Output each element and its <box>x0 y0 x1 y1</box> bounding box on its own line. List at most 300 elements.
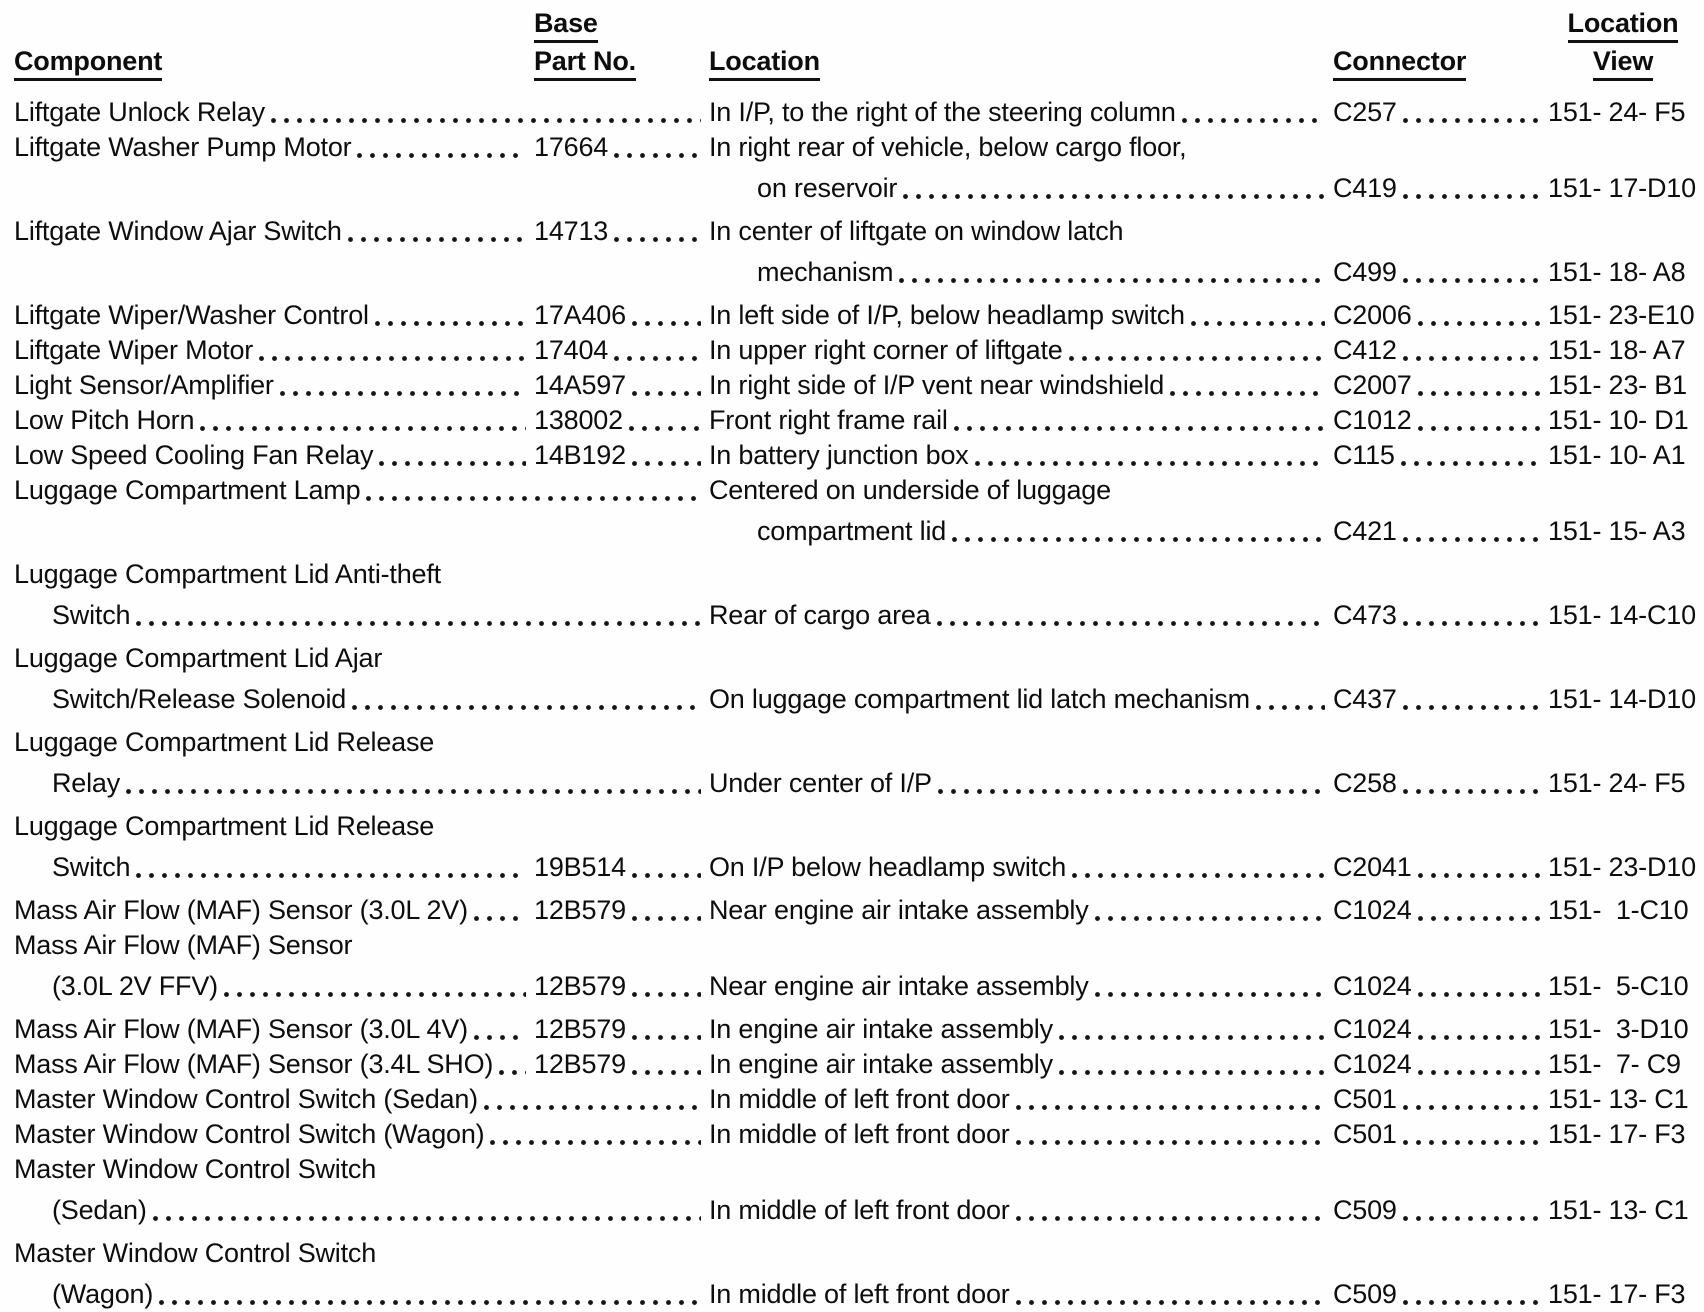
component-name: Master Window Control Switch (Sedan) <box>14 1084 478 1114</box>
component-name: Luggage Compartment Lid Anti-theft <box>14 559 441 589</box>
component-cell <box>14 1193 709 1228</box>
dot-leader <box>280 391 526 396</box>
component-cell <box>14 1082 709 1117</box>
location-text: on reservoir <box>757 173 898 203</box>
location-cell <box>709 130 1698 165</box>
component-cell <box>14 641 1698 676</box>
component-cell <box>14 809 1698 844</box>
component-name: Liftgate Wiper/Washer Control <box>14 300 369 330</box>
location-cell <box>709 1047 1333 1082</box>
connector-cell <box>1333 95 1548 130</box>
table-row <box>14 333 1698 368</box>
dot-leader <box>352 705 701 710</box>
dot-leader <box>259 356 526 361</box>
location-cell <box>709 514 1333 549</box>
component-name: Mass Air Flow (MAF) Sensor <box>14 930 353 960</box>
connector-cell <box>1333 1012 1548 1047</box>
connector-id: C509 <box>1333 1279 1397 1309</box>
location-text: compartment lid <box>757 516 947 546</box>
table-row <box>14 214 1698 290</box>
location-view-ref: 151- 23- B1 <box>1548 370 1687 400</box>
location-text: Centered on underside of luggage <box>709 475 1111 505</box>
dot-leader <box>1182 118 1325 123</box>
table-line <box>14 1236 1698 1271</box>
dot-leader <box>1403 1300 1540 1305</box>
table-line <box>14 766 1698 801</box>
component-cell <box>14 438 534 473</box>
connector-id: C501 <box>1333 1084 1397 1114</box>
table-line <box>14 1082 1698 1117</box>
dot-leader <box>474 1035 526 1040</box>
column-header-connector: Connector <box>1333 46 1466 81</box>
connector-cell <box>1333 514 1548 549</box>
dot-leader <box>153 1216 701 1221</box>
location-view-ref: 151- 14-C10 <box>1548 600 1696 630</box>
dot-leader <box>899 278 1325 283</box>
location-cell <box>709 598 1333 633</box>
dot-leader <box>1403 118 1540 123</box>
location-view-cell <box>1548 171 1698 206</box>
location-view-cell <box>1548 1082 1698 1117</box>
location-text: In engine air intake assembly <box>709 1014 1053 1044</box>
table-line <box>14 1277 1698 1312</box>
location-view-cell <box>1548 298 1698 333</box>
location-view-ref: 151- 23-E10 <box>1548 300 1695 330</box>
location-cell <box>709 368 1333 403</box>
table-row <box>14 1117 1698 1152</box>
column-header-part-no: Part No. <box>534 46 636 81</box>
component-cell <box>14 1117 709 1152</box>
component-name: Luggage Compartment Lamp <box>14 475 361 505</box>
base-part-no-header-cell <box>534 8 709 81</box>
table-line <box>14 368 1698 403</box>
dot-leader <box>632 992 701 997</box>
component-name: Switch <box>52 600 131 630</box>
table-row <box>14 473 1698 549</box>
component-name: Relay <box>52 768 121 798</box>
component-cell <box>14 725 1698 760</box>
part-number: 12B579 <box>534 971 626 1001</box>
table-line <box>14 557 1698 592</box>
dot-leader <box>1016 1300 1325 1305</box>
dot-leader <box>348 237 526 242</box>
dot-leader <box>614 356 701 361</box>
table-line <box>14 333 1698 368</box>
dot-leader <box>1403 1216 1540 1221</box>
location-view-cell <box>1548 333 1698 368</box>
dot-leader <box>1170 391 1325 396</box>
connector-id: C473 <box>1333 600 1397 630</box>
location-view-cell <box>1548 598 1698 633</box>
table-line <box>14 403 1698 438</box>
component-name: Liftgate Window Ajar Switch <box>14 216 342 246</box>
part-number: 17664 <box>534 132 609 162</box>
dot-leader <box>136 873 526 878</box>
table-line <box>14 1047 1698 1082</box>
dot-leader <box>937 621 1325 626</box>
component-name: Master Window Control Switch <box>14 1154 377 1184</box>
location-text: In battery junction box <box>709 440 969 470</box>
component-cell <box>14 298 534 333</box>
location-view-cell <box>1548 438 1698 473</box>
column-header-location: Location <box>709 46 820 81</box>
component-name: Master Window Control Switch <box>14 1238 377 1268</box>
location-view-ref: 151- 13- C1 <box>1548 1084 1689 1114</box>
component-cell <box>14 1152 1698 1187</box>
table-row <box>14 1047 1698 1082</box>
location-view-cell <box>1548 1193 1698 1228</box>
component-cell <box>14 557 1698 592</box>
table-header <box>14 8 1698 81</box>
dot-leader <box>1016 1216 1325 1221</box>
table-line <box>14 725 1698 760</box>
table-row <box>14 1236 1698 1312</box>
connector-id: C1024 <box>1333 895 1412 925</box>
dot-leader <box>1418 1070 1540 1075</box>
connector-id: C419 <box>1333 173 1397 203</box>
component-header-cell <box>14 46 534 81</box>
part-number: 138002 <box>534 405 623 435</box>
component-name: Switch/Release Solenoid <box>52 684 347 714</box>
component-name: Liftgate Unlock Relay <box>14 97 265 127</box>
location-view-ref: 151- 5-C10 <box>1548 971 1689 1001</box>
location-text: On I/P below headlamp switch <box>709 852 1067 882</box>
location-text: Front right frame rail <box>709 405 948 435</box>
component-name: Liftgate Wiper Motor <box>14 335 254 365</box>
connector-id: C115 <box>1333 440 1395 470</box>
dot-leader <box>159 1300 701 1305</box>
dot-leader <box>1418 391 1540 396</box>
dot-leader <box>1059 1070 1325 1075</box>
component-name: Mass Air Flow (MAF) Sensor (3.0L 2V) <box>14 895 468 925</box>
table-line <box>14 1117 1698 1152</box>
location-cell <box>709 214 1698 249</box>
connector-cell <box>1333 850 1548 885</box>
connector-id: C1024 <box>1333 971 1412 1001</box>
component-name: (3.0L 2V FFV) <box>52 971 218 1001</box>
dot-leader <box>1403 194 1540 199</box>
component-cell <box>14 766 709 801</box>
connector-id: C257 <box>1333 97 1397 127</box>
component-name: Low Pitch Horn <box>14 405 195 435</box>
table-row <box>14 368 1698 403</box>
connector-id: C509 <box>1333 1195 1397 1225</box>
location-text: In right side of I/P vent near windshield <box>709 370 1165 400</box>
component-cell <box>14 850 534 885</box>
connector-cell <box>1333 1082 1548 1117</box>
location-view-ref: 151- 3-D10 <box>1548 1014 1689 1044</box>
location-view-ref: 151- 17- F3 <box>1548 1119 1686 1149</box>
dot-leader <box>499 1070 526 1075</box>
table-line <box>14 514 1698 549</box>
location-text: In middle of left front door <box>709 1084 1010 1114</box>
location-cell <box>709 473 1698 508</box>
table-row <box>14 1012 1698 1047</box>
part-number: 17404 <box>534 335 609 365</box>
dot-leader <box>1418 1035 1540 1040</box>
dot-leader <box>490 1140 701 1145</box>
component-cell <box>14 473 709 508</box>
component-name: Switch <box>52 852 131 882</box>
table-line <box>14 255 1698 290</box>
connector-id: C258 <box>1333 768 1397 798</box>
table-row <box>14 1082 1698 1117</box>
dot-leader <box>632 461 701 466</box>
dot-leader <box>1016 1105 1325 1110</box>
table-row <box>14 298 1698 333</box>
dot-leader <box>1059 1035 1325 1040</box>
location-header-cell <box>709 46 1333 81</box>
dot-leader <box>1418 321 1540 326</box>
connector-id: C1024 <box>1333 1049 1412 1079</box>
component-cell <box>14 214 534 249</box>
component-cell <box>14 1047 534 1082</box>
dot-leader <box>224 992 526 997</box>
dot-leader <box>271 118 701 123</box>
part-cell <box>534 298 709 333</box>
table-row <box>14 641 1698 717</box>
dot-leader <box>1403 278 1540 283</box>
location-text: In middle of left front door <box>709 1119 1010 1149</box>
location-cell <box>709 1117 1333 1152</box>
table-row <box>14 893 1698 928</box>
dot-leader <box>1403 705 1540 710</box>
location-cell <box>709 298 1333 333</box>
table-line <box>14 438 1698 473</box>
location-view-cell <box>1548 1117 1698 1152</box>
dot-leader <box>1403 537 1540 542</box>
connector-id: C421 <box>1333 516 1397 546</box>
location-view-cell <box>1548 255 1698 290</box>
component-cell <box>14 95 709 130</box>
component-name: Light Sensor/Amplifier <box>14 370 274 400</box>
dot-leader <box>632 321 701 326</box>
dot-leader <box>952 537 1325 542</box>
connector-id: C412 <box>1333 335 1397 365</box>
connector-cell <box>1333 893 1548 928</box>
dot-leader <box>136 621 701 626</box>
table-line <box>14 809 1698 844</box>
connector-cell <box>1333 438 1548 473</box>
dot-leader <box>1403 789 1540 794</box>
connector-cell <box>1333 969 1548 1004</box>
location-view-ref: 151- 10- A1 <box>1548 440 1686 470</box>
connector-id: C499 <box>1333 257 1397 287</box>
dot-leader <box>614 237 701 242</box>
connector-cell <box>1333 682 1548 717</box>
location-view-cell <box>1548 368 1698 403</box>
location-view-cell <box>1548 514 1698 549</box>
table-row <box>14 438 1698 473</box>
location-cell <box>709 403 1333 438</box>
connector-cell <box>1333 333 1548 368</box>
table-line <box>14 1193 1698 1228</box>
location-text: Under center of I/P <box>709 768 932 798</box>
location-cell <box>709 969 1333 1004</box>
part-cell <box>534 969 709 1004</box>
part-cell <box>534 368 709 403</box>
connector-id: C2007 <box>1333 370 1412 400</box>
location-cell <box>709 333 1333 368</box>
dot-leader <box>1069 356 1325 361</box>
dot-leader <box>1095 916 1326 921</box>
table-line <box>14 130 1698 165</box>
location-view-ref: 151- 17-D10 <box>1548 173 1696 203</box>
component-cell <box>14 598 709 633</box>
column-header-location-view-line2: View <box>1593 46 1653 81</box>
connector-cell <box>1333 1047 1548 1082</box>
location-view-ref: 151- 7- C9 <box>1548 1049 1681 1079</box>
dot-leader <box>379 461 526 466</box>
table-row <box>14 725 1698 801</box>
connector-id: C1024 <box>1333 1014 1412 1044</box>
location-text: In middle of left front door <box>709 1279 1010 1309</box>
dot-leader <box>614 153 701 158</box>
part-cell <box>534 438 709 473</box>
part-number: 14A597 <box>534 370 626 400</box>
part-number: 12B579 <box>534 1014 626 1044</box>
table-line <box>14 1152 1698 1187</box>
component-cell <box>14 893 534 928</box>
component-name: Luggage Compartment Lid Release <box>14 811 435 841</box>
component-name: Liftgate Washer Pump Motor <box>14 132 352 162</box>
location-view-ref: 151- 24- F5 <box>1548 97 1686 127</box>
part-number: 12B579 <box>534 1049 626 1079</box>
location-view-cell <box>1548 403 1698 438</box>
table-row <box>14 557 1698 633</box>
dot-leader <box>903 194 1325 199</box>
table-line <box>14 473 1698 508</box>
location-text: In right rear of vehicle, below cargo floor, <box>709 132 1187 162</box>
location-view-ref: 151- 10- D1 <box>1548 405 1689 435</box>
component-name: Mass Air Flow (MAF) Sensor (3.0L 4V) <box>14 1014 468 1044</box>
part-number: 19B514 <box>534 852 626 882</box>
table-line <box>14 214 1698 249</box>
location-text: mechanism <box>757 257 894 287</box>
part-cell <box>534 333 709 368</box>
location-cell <box>709 682 1333 717</box>
connector-cell <box>1333 403 1548 438</box>
part-cell <box>534 130 709 165</box>
table-row <box>14 95 1698 130</box>
location-view-cell <box>1548 95 1698 130</box>
table-line <box>14 171 1698 206</box>
component-cell <box>14 928 1698 963</box>
component-cell <box>14 368 534 403</box>
location-view-header-cell <box>1548 8 1698 81</box>
dot-leader <box>1403 621 1540 626</box>
dot-leader <box>629 426 701 431</box>
location-view-ref: 151- 13- C1 <box>1548 1195 1689 1225</box>
location-view-cell <box>1548 969 1698 1004</box>
table-line <box>14 850 1698 885</box>
connector-id: C2041 <box>1333 852 1412 882</box>
dot-leader <box>1403 356 1540 361</box>
column-header-base: Base <box>534 8 598 43</box>
dot-leader <box>1191 321 1325 326</box>
location-text: In I/P, to the right of the steering column <box>709 97 1176 127</box>
location-view-cell <box>1548 1047 1698 1082</box>
table-line <box>14 298 1698 333</box>
location-view-cell <box>1548 682 1698 717</box>
location-text: Rear of cargo area <box>709 600 931 630</box>
table-line <box>14 598 1698 633</box>
location-cell <box>709 95 1333 130</box>
dot-leader <box>1418 426 1540 431</box>
dot-leader <box>200 426 526 431</box>
dot-leader <box>375 321 526 326</box>
connector-cell <box>1333 171 1548 206</box>
table-line <box>14 1012 1698 1047</box>
part-cell <box>534 214 709 249</box>
component-name: (Wagon) <box>52 1279 154 1309</box>
part-number: 14713 <box>534 216 609 246</box>
dot-leader <box>632 873 701 878</box>
component-cell <box>14 403 534 438</box>
location-view-cell <box>1548 766 1698 801</box>
table-line <box>14 893 1698 928</box>
dot-leader <box>954 426 1325 431</box>
dot-leader <box>126 789 701 794</box>
table-body <box>14 95 1698 1312</box>
location-view-ref: 151- 17- F3 <box>1548 1279 1686 1309</box>
connector-id: C501 <box>1333 1119 1397 1149</box>
location-view-ref: 151- 24- F5 <box>1548 768 1686 798</box>
part-number: 17A406 <box>534 300 626 330</box>
connector-id: C437 <box>1333 684 1397 714</box>
component-name: Mass Air Flow (MAF) Sensor (3.4L SHO) <box>14 1049 494 1079</box>
location-view-cell <box>1548 850 1698 885</box>
connector-cell <box>1333 298 1548 333</box>
component-cell <box>14 333 534 368</box>
location-view-ref: 151- 18- A8 <box>1548 257 1686 287</box>
dot-leader <box>632 916 701 921</box>
connector-cell <box>1333 766 1548 801</box>
connector-cell <box>1333 598 1548 633</box>
connector-cell <box>1333 1277 1548 1312</box>
part-cell <box>534 893 709 928</box>
column-header-location-view-line1: Location <box>1568 8 1679 43</box>
dot-leader <box>1418 916 1540 921</box>
part-cell <box>534 1012 709 1047</box>
location-text: In engine air intake assembly <box>709 1049 1053 1079</box>
location-text: Near engine air intake assembly <box>709 895 1089 925</box>
table-line <box>14 641 1698 676</box>
component-cell <box>14 130 534 165</box>
location-cell <box>709 1082 1333 1117</box>
part-cell <box>534 403 709 438</box>
location-view-cell <box>1548 893 1698 928</box>
location-text: In left side of I/P, below headlamp switch <box>709 300 1185 330</box>
table-row <box>14 403 1698 438</box>
dot-leader <box>975 461 1325 466</box>
dot-leader <box>357 153 526 158</box>
table-line <box>14 928 1698 963</box>
table-row <box>14 130 1698 206</box>
component-cell <box>14 1277 709 1312</box>
component-name: Luggage Compartment Lid Release <box>14 727 435 757</box>
table-line <box>14 969 1698 1004</box>
component-name: Luggage Compartment Lid Ajar <box>14 643 383 673</box>
connector-id: C2006 <box>1333 300 1412 330</box>
location-cell <box>709 255 1333 290</box>
location-cell <box>709 1012 1333 1047</box>
component-name: Master Window Control Switch (Wagon) <box>14 1119 485 1149</box>
location-cell <box>709 766 1333 801</box>
location-text: In middle of left front door <box>709 1195 1010 1225</box>
component-name: (Sedan) <box>52 1195 147 1225</box>
table-line <box>14 682 1698 717</box>
